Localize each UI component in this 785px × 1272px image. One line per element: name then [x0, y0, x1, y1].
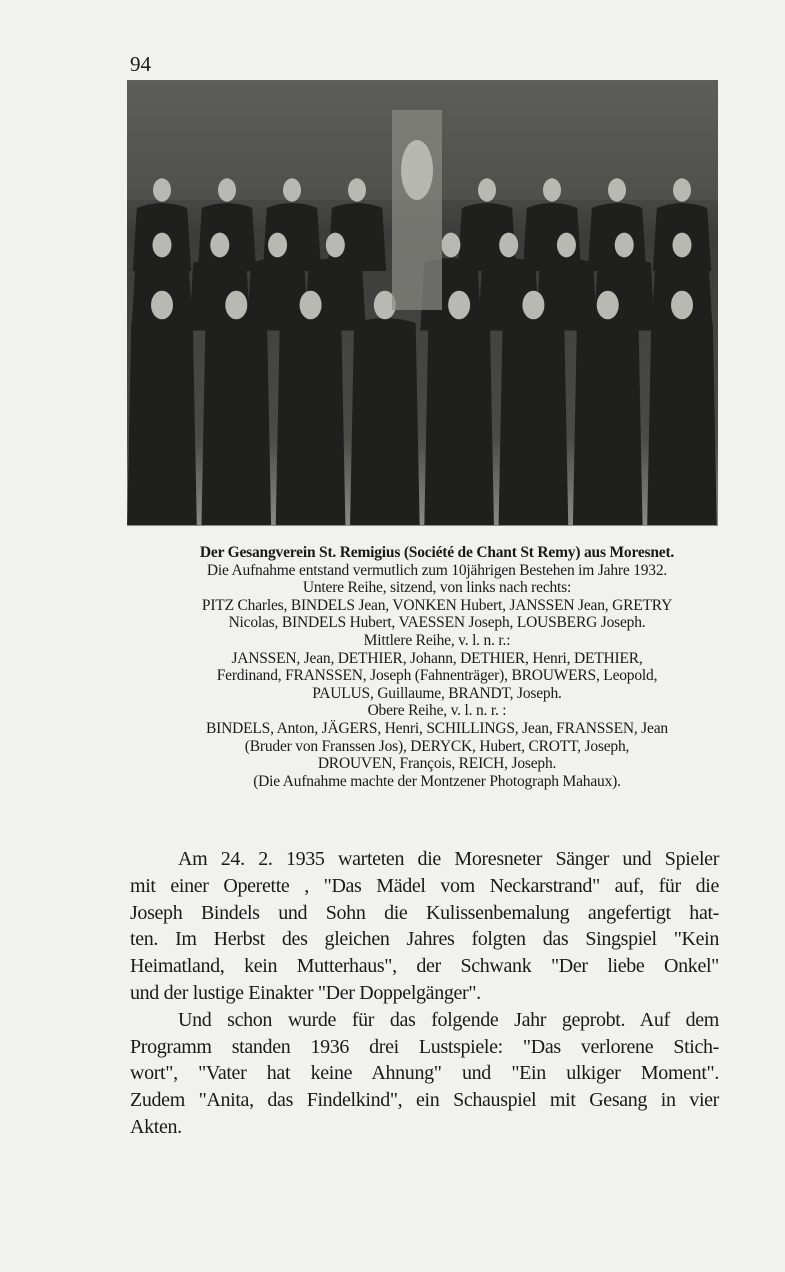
person-head — [151, 291, 173, 320]
person-figure — [573, 318, 643, 525]
caption-line: JANSSEN, Jean, DETHIER, Johann, DETHIER, Henri, DETHIER, — [231, 649, 643, 667]
person-head — [210, 233, 229, 258]
text-line: ten. Im Herbst des gleichen Jahres folgten das Singspiel "Kein — [130, 928, 719, 951]
caption-line: Obere Reihe, v. l. n. r. : — [367, 702, 507, 720]
text-line: Joseph Bindels und Sohn die Kulissenbemalung angefertigt hat- — [130, 901, 719, 924]
caption-line: Mittlere Reihe, v. l. n. r.: — [363, 631, 511, 649]
person-figure — [201, 318, 271, 525]
caption-line: PITZ Charles, BINDELS Jean, VONKEN Hubert, JANSSEN Jean, GRETRY — [201, 596, 673, 614]
person-figure — [276, 318, 346, 525]
caption-line: (Bruder von Franssen Jos), DERYCK, Hubert, CROTT, Joseph, — [244, 737, 630, 755]
text-line: Akten. — [130, 1115, 182, 1138]
person-head — [348, 178, 366, 201]
caption-line: (Die Aufnahme machte der Montzener Photograph Mahaux). — [253, 772, 621, 790]
person-head — [300, 291, 322, 320]
caption-line: Die Aufnahme entstand vermutlich zum 10jährigen Bestehen im Jahre 1932. — [206, 561, 668, 579]
person-head — [153, 178, 171, 201]
text-line: Und schon wurde für das folgende Jahr geprobt. Auf dem — [178, 1008, 719, 1031]
person-head — [522, 291, 544, 320]
person-head — [543, 178, 561, 201]
person-head — [283, 178, 301, 201]
text-line: wort", "Vater hat keine Ahnung" und "Ein ulkiger Moment". — [130, 1062, 719, 1085]
caption-title: Der Gesangverein St. Remigius (Société de Chant St Remy) aus Moresnet. — [199, 544, 675, 561]
person-head — [499, 233, 518, 258]
person-head — [557, 233, 576, 258]
person-head — [441, 233, 460, 258]
caption-line: DROUVEN, François, REICH, Joseph. — [317, 755, 557, 773]
text-line: Programm standen 1936 drei Lustspiele: "Das verlorene Stich- — [130, 1035, 719, 1058]
group-photo — [127, 80, 718, 526]
person-figure — [499, 318, 569, 525]
caption-line: Ferdinand, FRANSSEN, Joseph (Fahnenträger), BROUWERS, Leopold, — [216, 667, 658, 685]
person-head — [225, 291, 247, 320]
paragraph — [130, 1007, 719, 1141]
person-head — [671, 291, 693, 320]
person-head — [673, 233, 692, 258]
caption-line: PAULUS, Guillaume, BRANDT, Joseph. — [312, 684, 562, 702]
caption-line: Nicolas, BINDELS Hubert, VAESSEN Joseph, LOUSBERG Joseph. — [228, 614, 646, 632]
page-number: 94 — [130, 52, 151, 76]
caption-line: Untere Reihe, sitzend, von links nach rechts: — [302, 579, 572, 597]
text-line: Am 24. 2. 1935 warteten die Moresneter Sänger und Spieler — [178, 848, 719, 870]
person-figure — [127, 318, 197, 525]
text-line: Heimatland, kein Mutterhaus", der Schwank "Der liebe Onkel" — [130, 955, 719, 978]
photo-caption — [122, 544, 752, 790]
body-text — [130, 846, 719, 1141]
paragraph — [130, 846, 719, 1007]
person-head — [448, 291, 470, 320]
text-line: und der lustige Einakter "Der Doppelgänger". — [130, 981, 481, 1004]
caption-line: BINDELS, Anton, JÄGERS, Henri, SCHILLINGS, Jean, FRANSSEN, Jean — [206, 719, 668, 737]
person-figure — [424, 318, 494, 525]
person-head — [615, 233, 634, 258]
person-figure — [350, 318, 420, 525]
person-head — [153, 233, 172, 258]
person-head — [673, 178, 691, 201]
person-head — [478, 178, 496, 201]
person-head — [608, 178, 626, 201]
person-head — [597, 291, 619, 320]
person-head — [218, 178, 236, 201]
person-head — [268, 233, 287, 258]
group-photo-image — [127, 80, 718, 526]
person-figure — [647, 318, 717, 525]
person-head — [326, 233, 345, 258]
text-line: Zudem "Anita, das Findelkind", ein Schauspiel mit Gesang in vier — [130, 1089, 719, 1112]
text-line: mit einer Operette , "Das Mädel vom Neckarstrand" auf, für die — [130, 874, 719, 897]
